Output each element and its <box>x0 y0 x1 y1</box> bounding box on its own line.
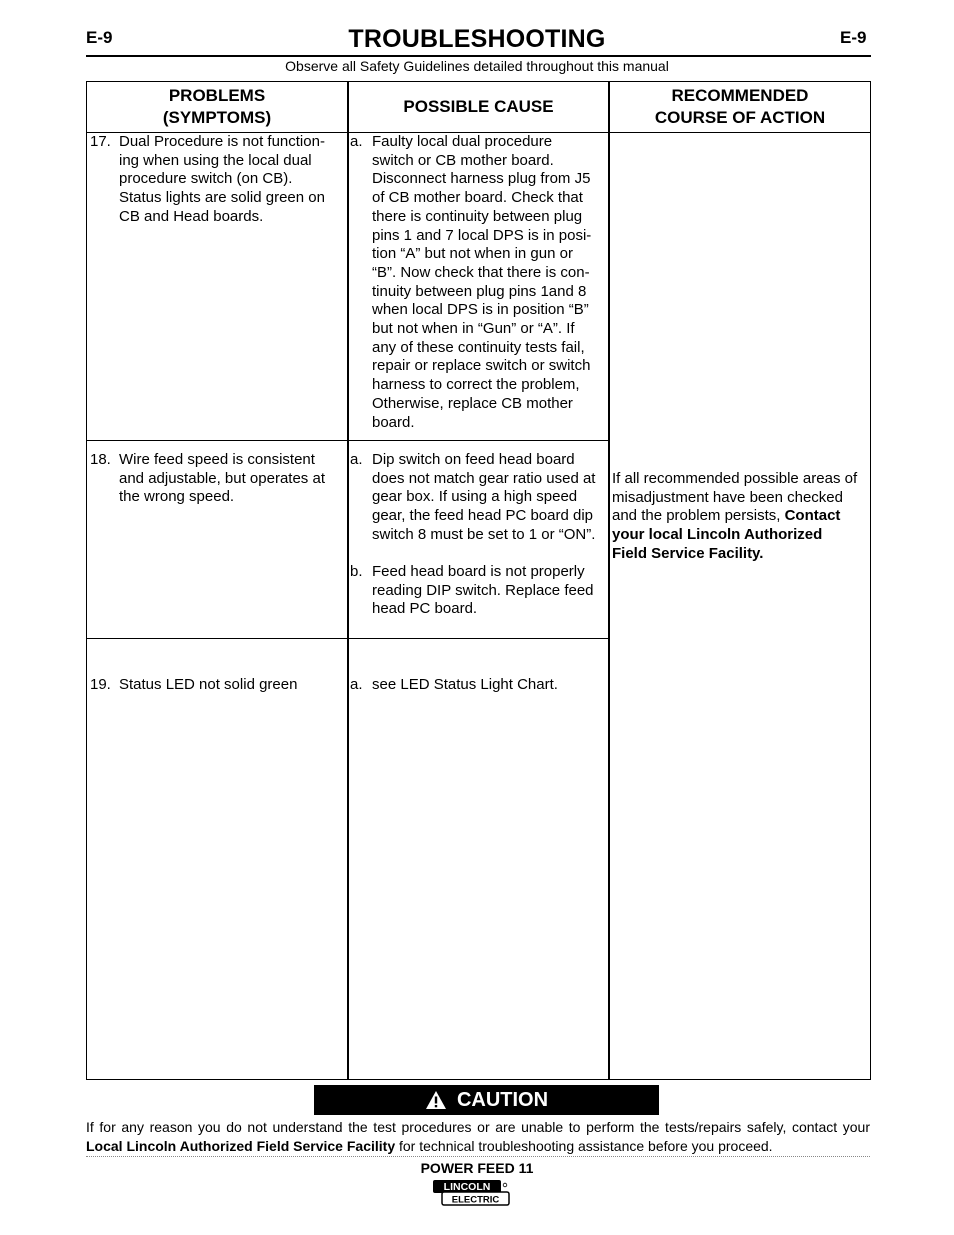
problem-line: Wire feed speed is consistent <box>119 451 315 468</box>
row-separator <box>87 638 609 639</box>
problem-line: Dual Procedure is not function- <box>119 133 325 150</box>
cause-line: of CB mother board. Check that <box>372 189 583 207</box>
cause-line: repair or replace switch or switch <box>372 357 591 375</box>
row-separator <box>87 440 609 441</box>
troubleshooting-table <box>86 81 871 1080</box>
cause-line: any of these continuity tests fail, <box>372 338 585 356</box>
header-cause <box>349 82 608 132</box>
caution-banner <box>314 1085 659 1115</box>
problem-number: 19. <box>90 676 111 693</box>
logo-bottom-text: ELECTRIC <box>451 1194 500 1206</box>
action-bold: Field Service Facility. <box>612 544 764 562</box>
problem-number: 18. <box>90 451 111 468</box>
cause-line: pins 1 and 7 local DPS is in posi- <box>372 226 592 244</box>
cause-line: Disconnect harness plug from J5 <box>372 170 591 188</box>
cause-line: Otherwise, replace CB mother <box>372 394 573 412</box>
action-line: If all recommended possible areas of <box>612 470 858 487</box>
cause-letter: a. <box>350 451 363 468</box>
action-line <box>612 526 870 545</box>
cause-text <box>372 451 595 545</box>
cause-line: tion “A” but not when in gun or <box>372 245 573 263</box>
problem-line: CB and Head boards. <box>119 207 264 225</box>
problem-text <box>119 451 325 507</box>
problem-line: Status LED not solid green <box>119 676 298 693</box>
cause-letter: a. <box>350 676 363 693</box>
cause-letter: a. <box>350 133 363 150</box>
action-line <box>612 545 870 564</box>
action-bold: your local Lincoln Authorized <box>612 526 823 544</box>
cause-line: when local DPS is in position “B” <box>372 301 589 319</box>
title-rule <box>86 55 871 57</box>
logo-top-text: LINCOLN <box>443 1181 491 1193</box>
caution-label: CAUTION <box>456 1088 549 1111</box>
column-divider <box>347 82 349 1079</box>
page-title: TROUBLESHOOTING <box>348 25 606 53</box>
cause-text <box>372 676 558 695</box>
cause-line: reading DIP switch. Replace feed <box>372 581 594 599</box>
cause-line: there is continuity between plug <box>372 207 583 225</box>
header-problems <box>87 82 347 132</box>
lincoln-electric-logo <box>432 1179 510 1207</box>
header-action-line1: RECOMMENDED <box>671 86 809 105</box>
cause-line: Faulty local dual procedure <box>372 133 553 150</box>
action-text: and the problem persists, <box>612 507 785 525</box>
cause-line: Dip switch on feed head board <box>372 451 575 468</box>
problem-line: and adjustable, but operates at <box>119 469 325 487</box>
page-number-right: E-9 <box>840 28 867 47</box>
problem-number: 17. <box>90 133 111 150</box>
cause-text <box>372 563 594 619</box>
page-number-left: E-9 <box>86 28 113 47</box>
caution-text <box>86 1118 870 1156</box>
problem-text <box>119 133 325 227</box>
caution-text-before: If for any reason you do not understand the test procedures or are unable to perform the tests/repairs safely, contact your <box>86 1119 870 1135</box>
cause-line: tinuity between plug pins 1and 8 <box>372 282 587 300</box>
cause-line: switch or CB mother board. <box>372 151 554 169</box>
problem-line: ing when using the local dual <box>119 151 312 169</box>
problem-line: the wrong speed. <box>119 488 235 506</box>
action-line: misadjustment have been checked <box>612 488 843 506</box>
footer-rule <box>86 1156 870 1157</box>
cause-text <box>372 133 591 432</box>
cause-line: gear box. If using a high speed <box>372 488 578 506</box>
cause-letter: b. <box>350 563 363 580</box>
action-bold: Contact <box>784 507 841 525</box>
cause-line: “B”. Now check that there is con- <box>372 263 590 281</box>
column-divider <box>608 82 610 1079</box>
cause-line: harness to correct the problem, <box>372 376 580 394</box>
header-problems-line2: (SYMPTOMS) <box>162 108 272 127</box>
warning-icon <box>425 1090 447 1110</box>
header-action <box>610 82 870 132</box>
recommended-action <box>612 470 870 564</box>
action-line <box>612 507 870 526</box>
problem-text <box>119 676 297 695</box>
cause-line: switch 8 must be set to 1 or “ON”. <box>372 525 596 543</box>
cause-line: see LED Status Light Chart. <box>372 676 558 693</box>
cause-line: head PC board. <box>372 600 478 618</box>
cause-line: but not when in “Gun” or “A”. If <box>372 320 575 338</box>
caution-text-bold: Local Lincoln Authorized Field Service Facility <box>86 1138 396 1154</box>
header-problems-line1: PROBLEMS <box>168 86 266 105</box>
problem-line: Status lights are solid green on <box>119 189 325 207</box>
cause-line: gear, the feed head PC board dip <box>372 507 594 525</box>
cause-line: does not match gear ratio used at <box>372 469 596 487</box>
cause-line: Feed head board is not properly <box>372 563 585 580</box>
cause-line: board. <box>372 413 415 431</box>
footer-model: POWER FEED 11 <box>420 1160 534 1176</box>
header-action-line2: COURSE OF ACTION <box>654 108 826 127</box>
safety-subtitle: Observe all Safety Guidelines detailed throughout this manual <box>285 58 669 74</box>
caution-text-after: for technical troubleshooting assistance before you proceed. <box>395 1138 773 1154</box>
header-cause-line1: POSSIBLE CAUSE <box>403 97 554 116</box>
problem-line: procedure switch (on CB). <box>119 170 293 188</box>
